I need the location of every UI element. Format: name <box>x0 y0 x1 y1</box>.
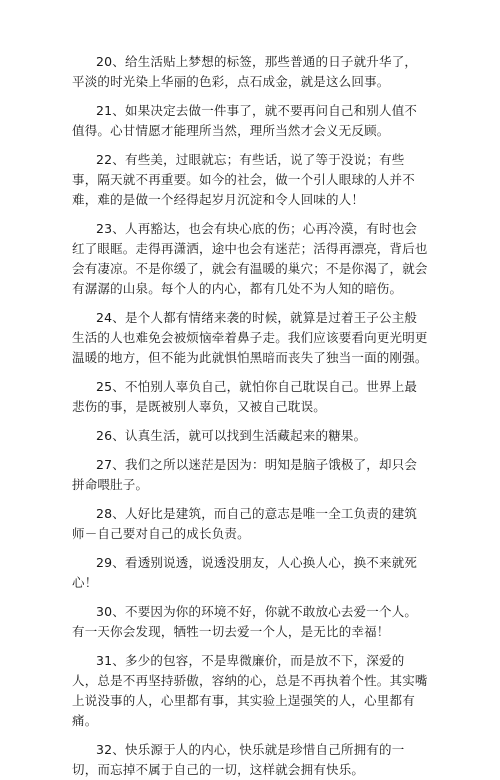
quote-paragraph-29: 29、看透别说透，说透没朋友，人心换人心，换不来就死心！ <box>72 555 418 590</box>
quote-paragraph-20: 20、给生活贴上梦想的标签，那些普通的日子就升华了，平淡的时光染上华丽的色彩，点石成金，就是这么回事。 <box>72 54 418 89</box>
quote-paragraph-25: 25、不怕别人辜负自己，就怕你自己耽误自己。世界上最悲伤的事，是既被别人辜负，又被自己耽误。 <box>72 379 418 414</box>
quote-paragraph-23: 23、人再豁达，也会有块心底的伤；心再冷漠，有时也会红了眼眶。走得再潇洒，途中也会有迷茫；活得再漂亮，背后也会有凄凉。不是你缓了，就会有温暖的巢穴；不是你渴了，就会有潺潺的山泉。每个人的内心，都有几处不为人知的暗伤。 <box>72 221 428 296</box>
quote-paragraph-27: 27、我们之所以迷茫是因为：明知是脑子饿极了，却只会拼命喂肚子。 <box>72 457 418 492</box>
quote-paragraph-31: 31、多少的包容，不是卑微廉价，而是放不下，深爱的人，总是不再坚持骄傲，容纳的心，总是不再执着个性。其实嘴上说没事的人，心里都有事，其实验上逞强笑的人，心里都有痛。 <box>72 653 428 728</box>
quote-paragraph-32: 32、快乐源于人的内心，快乐就是珍惜自己所拥有的一切，而忘掉不属于自己的一切，这样就会拥有快乐。 <box>72 742 405 777</box>
quote-paragraph-21: 21、如果决定去做一件事了，就不要再问自己和别人值不值得。心甘情愿才能理所当然，理所当然才会义无反顾。 <box>72 103 418 138</box>
quote-paragraph-22: 22、有些美，过眼就忘；有些话，说了等于没说；有些事，隔天就不再重要。如今的社会，做一个引人眼球的人并不难，难的是做一个经得起岁月沉淀和令人回味的人！ <box>72 152 415 207</box>
quote-paragraph-24: 24、是个人都有情绪来袭的时候，就算是过着王子公主般生活的人也难免会被烦恼牵着鼻子走。我们应该要看向更光明更温暖的地方，但不能为此就惧怕黑暗而丧失了独当一面的刚强。 <box>72 310 428 365</box>
quote-paragraph-28: 28、人好比是建筑，而自己的意志是唯一全工负责的建筑师－自己要对自己的成长负责。 <box>72 506 418 541</box>
quote-paragraph-26: 26、认真生活，就可以找到生活藏起来的糖果。 <box>96 428 367 443</box>
quote-paragraph-30: 30、不要因为你的环境不好，你就不敢放心去爱一个人。有一天你会发现，牺牲一切去爱一个人，是无比的幸福！ <box>72 604 418 639</box>
